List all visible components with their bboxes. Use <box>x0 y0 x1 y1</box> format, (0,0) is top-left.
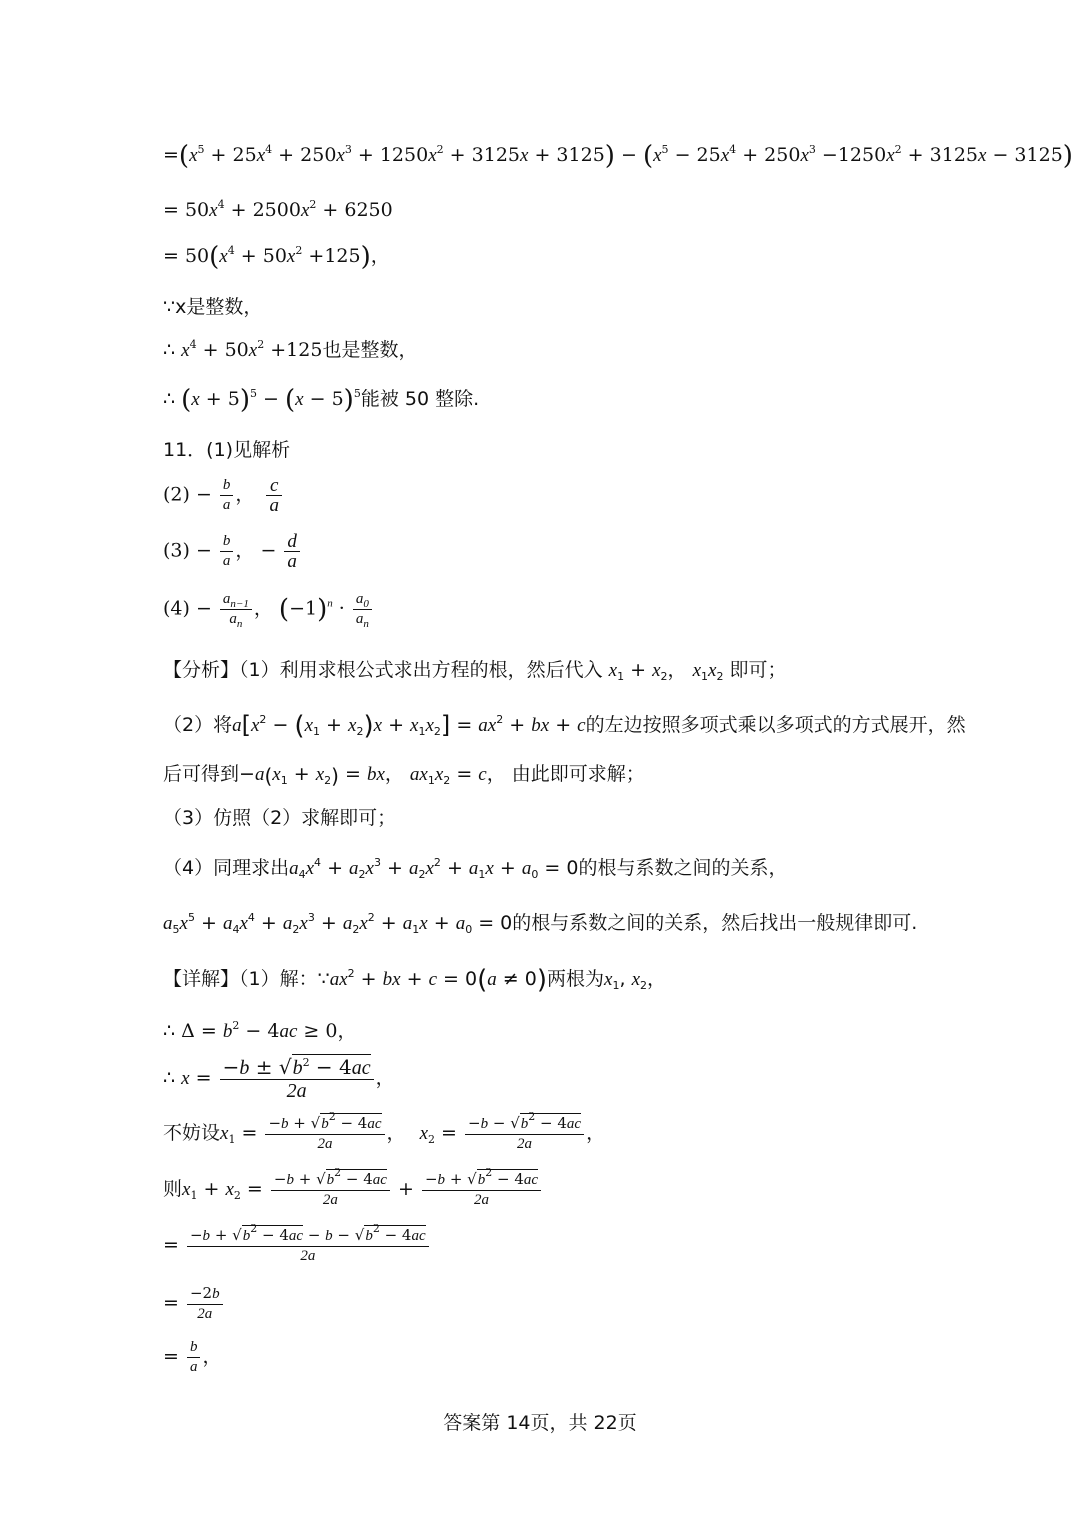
divisible-line: ∴ $(x + 5)^5 - (x - 5)^5$能被 50 整除. <box>163 385 480 415</box>
sum-combined: = $\frac{-b + √b^2 - 4ac - b - √b^2 - 4ac}{2a}$ <box>163 1226 431 1266</box>
expansion-line: $=(x^5 + 25x^4 + 250x^3 + 1250x^2 + 3125x + 3125) - (x^5 - 25x^4 + 250x^3 -1250x^2 + 3125x - 3125)$ <box>163 141 1073 171</box>
answer-3: (3) − $\frac{b}{a}$ ， − $\frac{d}{a}$ <box>163 532 302 571</box>
analysis-line-2: （2）将$a[x^2 - (x_1 + x_2)x + x_1x_2] = ax^2$ + bx + c的左边按照多项式乘以多项式的方式展开，然 <box>163 711 966 741</box>
analysis-2b-mid: 由此即可求解； <box>511 763 645 785</box>
analysis-line-3: （3）仿照（2）求解即可； <box>163 807 397 829</box>
sum-simplified: = $\frac{-2b}{2a}$ <box>163 1284 225 1324</box>
answer-4: (4) − $\frac{a_{n-1}}{a_n}$ ， $(-1)^n$ · $\frac{a_0}{a_n}$ <box>163 590 374 629</box>
analysis-line-4: （4）同理求出$a_4x^4 + a_2x^3 + a_2x^2 + a_1x + a_0 = 0$的根与系数之间的关系， <box>163 856 788 881</box>
analysis-4b-tail: 的根与系数之间的关系，然后找出一般规律即可. <box>512 912 918 934</box>
since-x-integer: ∵x是整数， <box>163 296 263 318</box>
analysis-line-4b: $a_5x^5 + a_4x^4 + a_2x^3 + a_2x^2 + a_1x + a_0 = 0$的根与系数之间的关系，然后找出一般规律即可. <box>163 911 918 936</box>
analysis-1-text: （1）利用求根公式求出方程的根，然后代入 <box>239 659 603 681</box>
detail-1-tail: 两根为 <box>547 968 605 990</box>
page-footer: 答案第 14页，共 22页 <box>443 1412 637 1434</box>
assume-text: 不妨设 <box>163 1122 221 1144</box>
analysis-2-text: （2）将 <box>163 714 233 736</box>
therefore-integer: ∴ $x^4 + 50x^2 +125$也是整数， <box>163 338 418 361</box>
therefore-integer-text: 也是整数， <box>322 339 418 361</box>
then-text: 则 <box>163 1178 183 1200</box>
sum-final: = $\frac{b}{a}$ ， <box>163 1339 222 1375</box>
analysis-2b-text: 后可得到 <box>163 763 240 785</box>
sum-roots: 则$x_1 + x_2$ = $\frac{-b + √b^2 - 4ac}{2a}$ + $\frac{-b + √b^2 - 4ac}{2a}$ <box>163 1170 543 1210</box>
divisible-text: 能被 50 整除. <box>360 388 480 410</box>
assume-roots: 不妨设$x_1$ = $\frac{-b + √b^2 - 4ac}{2a}$ ， $x_2$ = $\frac{-b - √b^2 - 4ac}{2a}$ ， <box>163 1110 606 1152</box>
analysis-4-text: （4）同理求出 <box>163 857 290 879</box>
answer-2: (2) − $\frac{b}{a}$ ， $\frac{c}{a}$ <box>163 476 284 515</box>
analysis-4-tail: 的根与系数之间的关系， <box>578 857 788 879</box>
analysis-2-tail: 的左边按照多项式乘以多项式的方式展开，然 <box>585 714 966 736</box>
simplified-line: = $50x^4 + 2500x^2 + 6250$ <box>163 198 393 221</box>
discriminant-line: ∴ $\Delta = b^2 - 4ac \ge 0$， <box>163 1019 357 1042</box>
detail-label: 【详解】 <box>163 968 240 990</box>
detail-1-text: （1）解：∵ <box>239 968 330 990</box>
analysis-label: 【分析】 <box>163 659 240 681</box>
detail-line-1: 【详解】（1）解：$\because ax^2$ + bx + c = 0(a ≠ 0)两根为$x_1$, $x_2$， <box>163 965 667 995</box>
factored-line: = $50(x^4 + 50x^2 +125)$， <box>163 242 390 272</box>
analysis-line-2b: 后可得到$-a(x_1 + x_2)$ = bx， $ax_1x_2 = c$， 由此即可求解； <box>163 763 645 788</box>
analysis-1-tail: 即可； <box>729 659 787 681</box>
analysis-line-1: 【分析】（1）利用求根公式求出方程的根，然后代入 $x_1 + x_2$， $x_1x_2$ 即可； <box>163 659 787 683</box>
root-formula: ∴ x = $\frac{-b \pm √b^2 - 4ac}{2a}$ ， <box>163 1055 395 1102</box>
item-11-heading: 11．(1)见解析 <box>163 439 291 461</box>
